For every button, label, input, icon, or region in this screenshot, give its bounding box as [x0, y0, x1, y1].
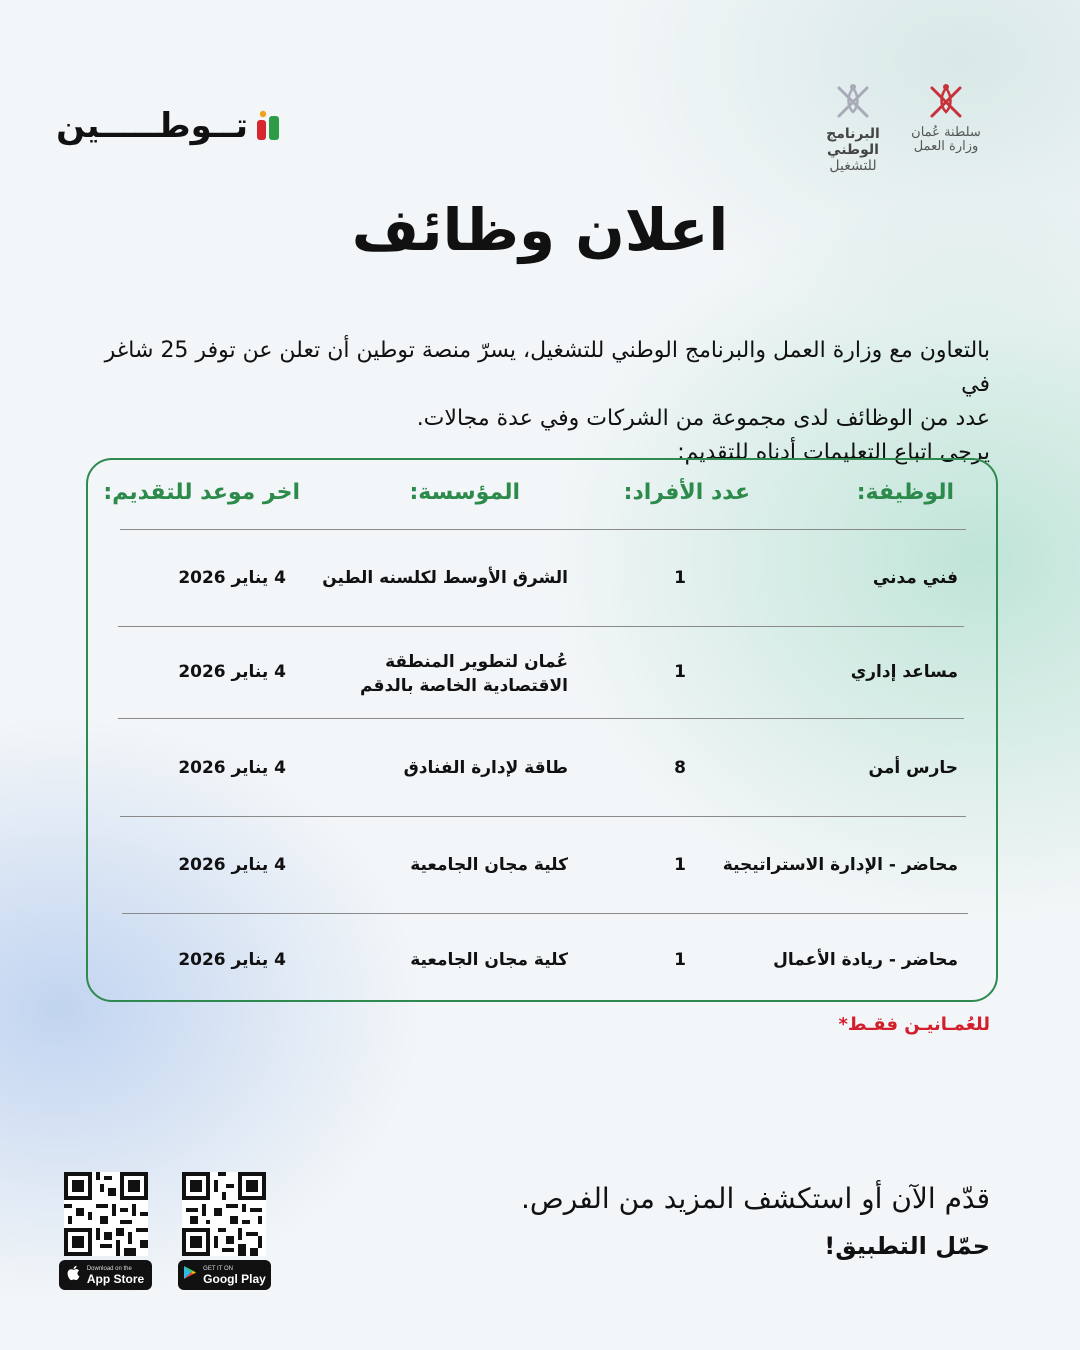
google-play-small-text: GET IT ON: [203, 1265, 233, 1272]
row-2-institution-line2: الاقتصادية الخاصة بالدقم: [360, 676, 568, 696]
header-job: الوظيفة:: [856, 480, 954, 505]
table-divider: [120, 529, 966, 530]
google-play-qr-code[interactable]: [182, 1172, 266, 1256]
google-play-badge[interactable]: [178, 1260, 271, 1290]
page-title: اعلان وظائف: [351, 196, 729, 264]
ministry-name-line2: وزارة العمل: [913, 139, 979, 154]
table-divider: [122, 913, 968, 914]
row-4-institution: كلية مجان الجامعية: [410, 855, 568, 875]
row-2-count: 1: [674, 662, 686, 682]
download-app-text: حمّل التطبيق!: [824, 1232, 990, 1260]
row-5-job: محاضر - ريادة الأعمال: [773, 950, 958, 970]
row-1-job: فني مدني: [872, 568, 958, 588]
row-2-institution-line1: عُمان لتطوير المنطقة: [385, 652, 568, 672]
ntp-name-line1: البرنامج الوطني: [826, 126, 880, 158]
ministry-name-line1: سلطنة عُمان: [911, 125, 981, 140]
row-1-institution: الشرق الأوسط لكلسنه الطين: [322, 568, 568, 588]
row-2-deadline: 4 يناير 2026: [178, 662, 286, 682]
google-play-big-text: Googl Play: [203, 1271, 266, 1286]
intro-line-1: بالتعاون مع وزارة العمل والبرنامج الوطني للتشغيل، يسرّ منصة توطين أن تعلن عن توفر 25 شاغر في: [104, 338, 990, 397]
national-emblem-icon: [926, 82, 966, 122]
intro-paragraph: [90, 334, 990, 470]
app-store-small-text: Download on the: [86, 1265, 132, 1272]
intro-line-3: يرجى اتباع التعليمات أدناه للتقديم:: [677, 440, 990, 465]
header-institution: المؤسسة:: [409, 480, 520, 505]
row-3-deadline: 4 يناير 2026: [178, 758, 286, 778]
row-3-job: حارس أمن: [868, 758, 958, 778]
apple-icon: [67, 1265, 81, 1286]
row-5-deadline: 4 يناير 2026: [178, 950, 286, 970]
row-4-deadline: 4 يناير 2026: [178, 855, 286, 875]
table-divider: [118, 718, 964, 719]
row-4-count: 1: [674, 855, 686, 875]
intro-line-2: عدد من الوظائف لدى مجموعة من الشركات وفي عدة مجالات.: [416, 406, 990, 431]
app-store-big-text: App Store: [86, 1271, 145, 1286]
table-divider: [120, 816, 966, 817]
row-1-count: 1: [674, 568, 686, 588]
emblem-icon: [833, 82, 873, 122]
app-store-qr-code[interactable]: [64, 1172, 148, 1256]
row-4-job: محاضر - الإدارة الاستراتيجية: [722, 855, 958, 875]
tawteen-logo: [56, 104, 282, 148]
jobs-table: [86, 458, 998, 1002]
row-5-count: 1: [674, 950, 686, 970]
header-deadline: اخر موعد للتقديم:: [103, 480, 300, 505]
row-1-deadline: 4 يناير 2026: [178, 568, 286, 588]
row-2-institution: [360, 650, 568, 698]
cta-text: قدّم الآن أو استكشف المزيد من الفرص.: [521, 1182, 990, 1215]
ntp-name-line2: للتشغيل: [829, 158, 877, 174]
row-5-institution: كلية مجان الجامعية: [410, 950, 568, 970]
row-3-institution: طاقة لإدارة الفنادق: [403, 758, 568, 778]
header-count: عدد الأفراد:: [623, 480, 750, 505]
row-2-job: مساعد إداري: [850, 662, 958, 682]
tawteen-logo-text: تــوطـــــين: [56, 106, 248, 146]
row-3-count: 8: [674, 758, 686, 778]
omanis-only-note: للعُمـانيـن فقـط*: [838, 1014, 990, 1035]
tawteen-logo-icon: [256, 110, 282, 142]
national-program-logo: [800, 82, 906, 174]
google-play-icon: [183, 1265, 197, 1285]
ministry-of-labour-logo: [906, 82, 986, 158]
app-store-badge[interactable]: [59, 1260, 152, 1290]
table-divider: [118, 626, 964, 627]
